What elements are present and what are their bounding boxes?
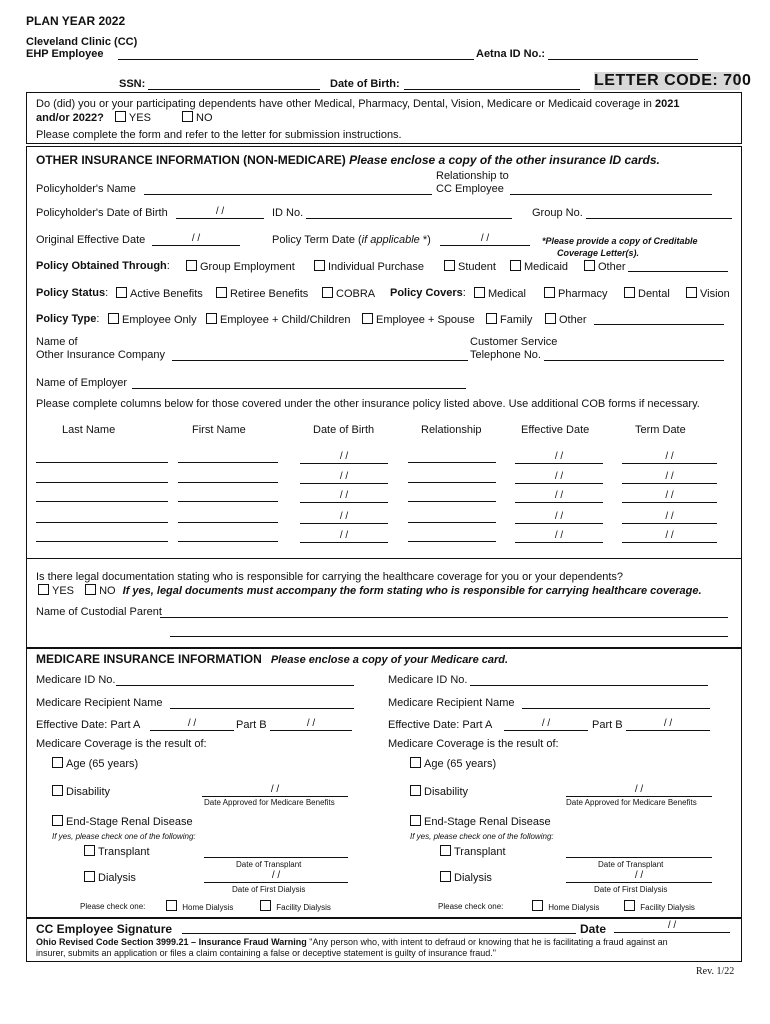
telephone-label: Telephone No. <box>470 349 541 361</box>
option-label: Employee Only <box>122 314 197 326</box>
dep-term[interactable]: / / <box>622 511 717 524</box>
right-part-b-date[interactable]: / / <box>626 718 710 731</box>
col-term: Term Date <box>635 424 686 436</box>
checkbox[interactable] <box>510 260 521 271</box>
other-company-line[interactable] <box>172 359 468 361</box>
covers-label: Policy Covers <box>390 287 463 299</box>
right-if-yes: If yes, please check one of the following: <box>410 832 554 841</box>
left-transplant-option[interactable] <box>84 845 150 858</box>
right-dialysis-date[interactable]: / / <box>566 870 712 883</box>
coverage-yes-checkbox[interactable] <box>115 111 126 122</box>
dep-first-name[interactable] <box>178 540 278 542</box>
option-label: Transplant <box>98 846 150 858</box>
coverage-answer-row <box>36 111 213 124</box>
option-label: Other <box>559 314 587 326</box>
left-dialysis-date[interactable]: / / <box>204 870 348 883</box>
medicare-heading: MEDICARE INSURANCE INFORMATION <box>36 652 262 666</box>
type-other-line[interactable] <box>594 323 724 325</box>
checkbox[interactable] <box>108 313 119 324</box>
left-recipient-label: Medicare Recipient Name <box>36 697 163 709</box>
employer-line[interactable] <box>132 387 466 389</box>
checkbox[interactable] <box>52 815 63 826</box>
policyholder-name-line[interactable] <box>144 193 432 195</box>
right-disability-date[interactable]: / / <box>566 784 712 797</box>
employer-label: Name of Employer <box>36 377 128 389</box>
left-date-transplant-label: Date of Transplant <box>236 860 302 869</box>
id-no-label: ID No. <box>272 207 304 219</box>
org-line1: Cleveland Clinic (CC) <box>26 36 138 48</box>
left-please-check: Please check one: <box>80 902 146 911</box>
right-transplant-option[interactable] <box>440 845 506 858</box>
checkbox[interactable] <box>544 287 555 298</box>
dep-effective[interactable]: / / <box>515 451 603 464</box>
option-label: Home Dialysis <box>182 903 234 912</box>
coverage-instruction: Please complete the form and refer to the letter for submission instructions. <box>36 129 402 141</box>
policy-term-field[interactable]: / / <box>440 233 530 246</box>
type-family[interactable] <box>486 313 532 326</box>
dep-term[interactable]: / / <box>622 451 717 464</box>
option-label: Pharmacy <box>558 288 608 300</box>
option-label: COBRA <box>336 288 376 300</box>
orig-effective-field[interactable]: / / <box>152 233 240 246</box>
plan-year: PLAN YEAR 2022 <box>26 14 126 28</box>
checkbox[interactable] <box>314 260 325 271</box>
signature-label: CC Employee Signature <box>36 922 173 936</box>
left-medicare-id-label: Medicare ID No. <box>36 674 116 686</box>
checkbox[interactable] <box>52 785 63 796</box>
checkbox[interactable] <box>116 287 127 298</box>
col-effective: Effective Date <box>521 424 590 436</box>
dep-first-name[interactable] <box>178 461 278 463</box>
dep-relationship[interactable] <box>408 521 496 523</box>
checkbox[interactable] <box>216 287 227 298</box>
right-disability-option[interactable] <box>410 785 468 798</box>
aetna-id-label: Aetna ID No.: <box>476 48 546 60</box>
fraud-text1: "Any person who, with intent to defraud or knowing that he is facilitating a fraud against an <box>306 937 668 947</box>
dep-last-name[interactable] <box>36 500 168 502</box>
right-dialysis-option[interactable] <box>440 871 492 884</box>
legal-yes-checkbox[interactable] <box>38 584 49 595</box>
relationship-label-1: Relationship to <box>436 170 509 182</box>
right-age-option[interactable] <box>410 757 496 770</box>
col-relationship: Relationship <box>421 424 482 436</box>
left-esrd-option[interactable] <box>52 815 193 828</box>
option-label: End-Stage Renal Disease <box>66 816 193 828</box>
id-no-line[interactable] <box>306 217 512 219</box>
checkbox[interactable] <box>166 900 177 911</box>
relationship-line[interactable] <box>510 193 712 195</box>
type-label: Policy Type <box>36 313 97 325</box>
option-label: Employee + Child/Children <box>220 314 351 326</box>
checkbox[interactable] <box>84 845 95 856</box>
obtained-row: Policy Obtained Through: <box>36 260 170 272</box>
coverage-year: 2021 <box>654 98 680 110</box>
dep-effective[interactable]: / / <box>515 511 603 524</box>
signature-date-field[interactable]: / / <box>614 920 730 933</box>
left-facility-dialysis[interactable] <box>260 900 331 912</box>
dep-relationship[interactable] <box>408 481 496 483</box>
option-label: Home Dialysis <box>548 903 600 912</box>
option-label: Medicaid <box>524 261 569 273</box>
orig-effective-label: Original Effective Date <box>36 234 146 246</box>
checkbox[interactable] <box>624 900 635 911</box>
obtained-label: Policy Obtained Through <box>36 260 167 272</box>
left-date-approved-label: Date Approved for Medicare Benefits <box>204 798 335 807</box>
checkbox[interactable] <box>440 871 451 882</box>
medicare-heading-row <box>36 652 508 666</box>
option-label: Other <box>598 261 626 273</box>
checkbox[interactable] <box>486 313 497 324</box>
right-part-b-label: Part B <box>592 719 623 731</box>
policy-term-a: Policy Term Date ( <box>272 234 362 246</box>
left-part-a-date[interactable]: / / <box>150 718 234 731</box>
dep-term[interactable]: / / <box>622 471 717 484</box>
option-label: Retiree Benefits <box>230 288 309 300</box>
policy-term-b: *) <box>422 234 431 246</box>
other-company-label: Other Insurance Company <box>36 349 166 361</box>
legal-note: If yes, legal documents must accompany the form stating who is responsible for carrying healthcare coverage. <box>122 585 702 597</box>
option-label: Age (65 years) <box>66 758 139 770</box>
dep-dob[interactable]: / / <box>300 530 388 543</box>
other-insurance-heading: OTHER INSURANCE INFORMATION (NON-MEDICARE) <box>36 153 346 167</box>
policyholder-dob-field[interactable]: / / <box>176 206 264 219</box>
dep-relationship[interactable] <box>408 461 496 463</box>
dep-first-name[interactable] <box>178 521 278 523</box>
status-retiree[interactable] <box>216 287 308 300</box>
status-label: Policy Status <box>36 287 106 299</box>
checkbox[interactable] <box>322 287 333 298</box>
dob-label: Date of Birth: <box>330 78 400 90</box>
option-label: Facility Dialysis <box>640 903 695 912</box>
dep-dob[interactable]: / / <box>300 490 388 503</box>
letter-code: LETTER CODE: 700 <box>594 72 752 89</box>
legal-no-checkbox[interactable] <box>85 584 96 595</box>
checkbox[interactable] <box>474 287 485 298</box>
covers-medical[interactable] <box>474 287 526 300</box>
legal-divider <box>26 558 741 559</box>
left-part-b-date[interactable]: / / <box>270 718 352 731</box>
right-transplant-line[interactable] <box>566 856 712 858</box>
checkbox[interactable] <box>52 757 63 768</box>
left-date-dialysis-label: Date of First Dialysis <box>232 885 306 894</box>
dep-last-name[interactable] <box>36 521 168 523</box>
option-label: Family <box>500 314 533 326</box>
left-transplant-line[interactable] <box>204 856 348 858</box>
checkbox[interactable] <box>410 815 421 826</box>
dep-effective[interactable]: / / <box>515 530 603 543</box>
option-label: Medical <box>488 288 526 300</box>
option-label: Student <box>458 261 496 273</box>
coverage-question-line2: and/or 2022? <box>36 112 104 124</box>
covers-vision[interactable] <box>686 287 730 300</box>
signature-line[interactable] <box>182 932 576 934</box>
dep-term[interactable]: / / <box>622 490 717 503</box>
right-recipient-label: Medicare Recipient Name <box>388 697 515 709</box>
dep-effective[interactable]: / / <box>515 490 603 503</box>
dep-dob[interactable]: / / <box>300 451 388 464</box>
left-age-option[interactable] <box>52 757 138 770</box>
right-date-transplant-label: Date of Transplant <box>598 860 664 869</box>
coverage-yes-label: YES <box>128 112 151 124</box>
ssn-label: SSN: <box>119 78 146 90</box>
relationship-label-2: CC Employee <box>436 183 504 195</box>
left-medicare-id-line[interactable] <box>116 684 354 686</box>
checkbox[interactable] <box>686 287 697 298</box>
group-no-label: Group No. <box>532 207 583 219</box>
option-label: Facility Dialysis <box>276 903 331 912</box>
type-employee-only[interactable] <box>108 313 197 326</box>
checkbox[interactable] <box>584 260 595 271</box>
dep-relationship[interactable] <box>408 540 496 542</box>
right-date-dialysis-label: Date of First Dialysis <box>594 885 668 894</box>
option-label: Active Benefits <box>130 288 203 300</box>
obtained-student[interactable] <box>444 260 496 273</box>
option-label: Vision <box>700 288 730 300</box>
signature-date-label: Date <box>580 922 607 936</box>
checkbox[interactable] <box>410 785 421 796</box>
dep-last-name[interactable] <box>36 481 168 483</box>
policy-term-label <box>272 234 431 246</box>
right-part-a-date[interactable]: / / <box>504 718 588 731</box>
obtained-group-employment[interactable] <box>186 260 295 273</box>
fraud-line2: insurer, submits an application or files a claim containing a false or deceptive statement is guilty of insurance fraud." <box>36 948 496 958</box>
left-home-dialysis[interactable] <box>166 900 233 912</box>
medicare-heading-note: Please enclose a copy of your Medicare card. <box>270 654 509 666</box>
creditable-note-2: Coverage Letter(s). <box>557 248 640 258</box>
dep-relationship[interactable] <box>408 500 496 502</box>
right-esrd-option[interactable] <box>410 815 551 828</box>
option-label: Dialysis <box>98 872 136 884</box>
customer-service-label: Customer Service <box>470 336 558 348</box>
covers-pharmacy[interactable] <box>544 287 608 300</box>
status-row: Policy Status: <box>36 287 109 299</box>
policyholder-name-label: Policyholder's Name <box>36 183 136 195</box>
option-label: Dialysis <box>454 872 492 884</box>
columns-instruction: Please complete columns below for those covered under the other insurance policy listed above. Use additional COB forms if necessary. <box>36 398 700 410</box>
left-recipient-line[interactable] <box>170 707 354 709</box>
right-facility-dialysis[interactable] <box>624 900 695 912</box>
left-if-yes: If yes, please check one of the following: <box>52 832 196 841</box>
obtained-other[interactable] <box>584 260 626 273</box>
custodial-label: Name of Custodial Parent <box>36 606 162 618</box>
option-label: Employee + Spouse <box>376 314 475 326</box>
option-label: Disability <box>66 786 111 798</box>
org-line2: EHP Employee <box>26 48 104 60</box>
obtained-medicaid[interactable] <box>510 260 568 273</box>
dep-first-name[interactable] <box>178 481 278 483</box>
checkbox[interactable] <box>362 313 373 324</box>
coverage-question-text <box>36 98 679 110</box>
option-label: Group Employment <box>200 261 295 273</box>
right-effective-label: Effective Date: Part A <box>388 719 493 731</box>
left-effective-label: Effective Date: Part A <box>36 719 141 731</box>
checkbox[interactable] <box>545 313 556 324</box>
checkbox[interactable] <box>624 287 635 298</box>
fraud-line1 <box>36 937 668 947</box>
type-row: Policy Type: <box>36 313 100 325</box>
group-no-line[interactable] <box>586 217 732 219</box>
ssn-line[interactable] <box>148 88 320 90</box>
type-other[interactable] <box>545 313 587 326</box>
custodial-line-2[interactable] <box>170 635 728 637</box>
dep-term[interactable]: / / <box>622 530 717 543</box>
right-please-check: Please check one: <box>438 902 504 911</box>
name-of-label: Name of <box>36 336 78 348</box>
left-disability-option[interactable] <box>52 785 110 798</box>
dep-dob[interactable]: / / <box>300 511 388 524</box>
legal-answer-row <box>38 584 702 597</box>
dep-dob[interactable]: / / <box>300 471 388 484</box>
checkbox[interactable] <box>206 313 217 324</box>
option-label: Dental <box>638 288 670 300</box>
option-label: Age (65 years) <box>424 758 497 770</box>
covers-dental[interactable] <box>624 287 670 300</box>
coverage-question-line1: Do (did) you or your participating dependents have other Medical, Pharmacy, Dental, Vision, Medicare or Medicaid coverage in <box>36 98 652 110</box>
dob-line[interactable] <box>404 88 580 90</box>
fraud-bold: Ohio Revised Code Section 3999.21 – Insurance Fraud Warning <box>36 937 307 947</box>
right-recipient-line[interactable] <box>522 707 710 709</box>
left-disability-date[interactable]: / / <box>202 784 348 797</box>
left-result-of: Medicare Coverage is the result of: <box>36 738 207 750</box>
policy-term-i: if applicable <box>361 234 420 246</box>
type-employee-spouse[interactable] <box>362 313 475 326</box>
option-label: Disability <box>424 786 469 798</box>
left-part-b-label: Part B <box>236 719 267 731</box>
creditable-note-1: *Please provide a copy of Creditable <box>542 236 698 246</box>
coverage-no-label: NO <box>196 112 213 124</box>
aetna-id-line[interactable] <box>548 58 698 60</box>
policyholder-dob-label: Policyholder's Date of Birth <box>36 207 168 219</box>
right-medicare-id-label: Medicare ID No. <box>388 674 468 686</box>
employee-name-line[interactable] <box>118 58 474 60</box>
dep-last-name[interactable] <box>36 540 168 542</box>
checkbox[interactable] <box>410 757 421 768</box>
dep-last-name[interactable] <box>36 461 168 463</box>
right-date-approved-label: Date Approved for Medicare Benefits <box>566 798 697 807</box>
right-home-dialysis[interactable] <box>532 900 599 912</box>
dep-effective[interactable]: / / <box>515 471 603 484</box>
checkbox[interactable] <box>532 900 543 911</box>
legal-yes-label: YES <box>52 585 75 597</box>
status-active[interactable] <box>116 287 203 300</box>
col-first-name: First Name <box>192 424 246 436</box>
dep-first-name[interactable] <box>178 500 278 502</box>
option-label: Individual Purchase <box>328 261 425 273</box>
coverage-no-checkbox[interactable] <box>182 111 193 122</box>
obtained-other-line[interactable] <box>628 270 728 272</box>
checkbox[interactable] <box>186 260 197 271</box>
right-medicare-id-line[interactable] <box>470 684 708 686</box>
status-cobra[interactable] <box>322 287 375 300</box>
legal-no-label: NO <box>99 585 116 597</box>
option-label: Transplant <box>454 846 506 858</box>
obtained-individual-purchase[interactable] <box>314 260 424 273</box>
col-last-name: Last Name <box>62 424 116 436</box>
legal-question: Is there legal documentation stating who is responsible for carrying the healthcare coverage for you or your dependents? <box>36 571 624 583</box>
covers-row: Policy Covers: <box>390 287 466 299</box>
option-label: End-Stage Renal Disease <box>424 816 551 828</box>
checkbox[interactable] <box>440 845 451 856</box>
left-dialysis-option[interactable] <box>84 871 136 884</box>
col-dob: Date of Birth <box>313 424 375 436</box>
checkbox[interactable] <box>444 260 455 271</box>
other-insurance-heading-row <box>36 153 660 167</box>
telephone-line[interactable] <box>544 359 724 361</box>
other-insurance-heading-note: Please enclose a copy of the other insurance ID cards. <box>349 153 660 167</box>
custodial-line-1[interactable] <box>160 616 728 618</box>
checkbox[interactable] <box>260 900 271 911</box>
right-result-of: Medicare Coverage is the result of: <box>388 738 559 750</box>
type-employee-child[interactable] <box>206 313 351 326</box>
checkbox[interactable] <box>84 871 95 882</box>
revision: Rev. 1/22 <box>696 966 735 977</box>
